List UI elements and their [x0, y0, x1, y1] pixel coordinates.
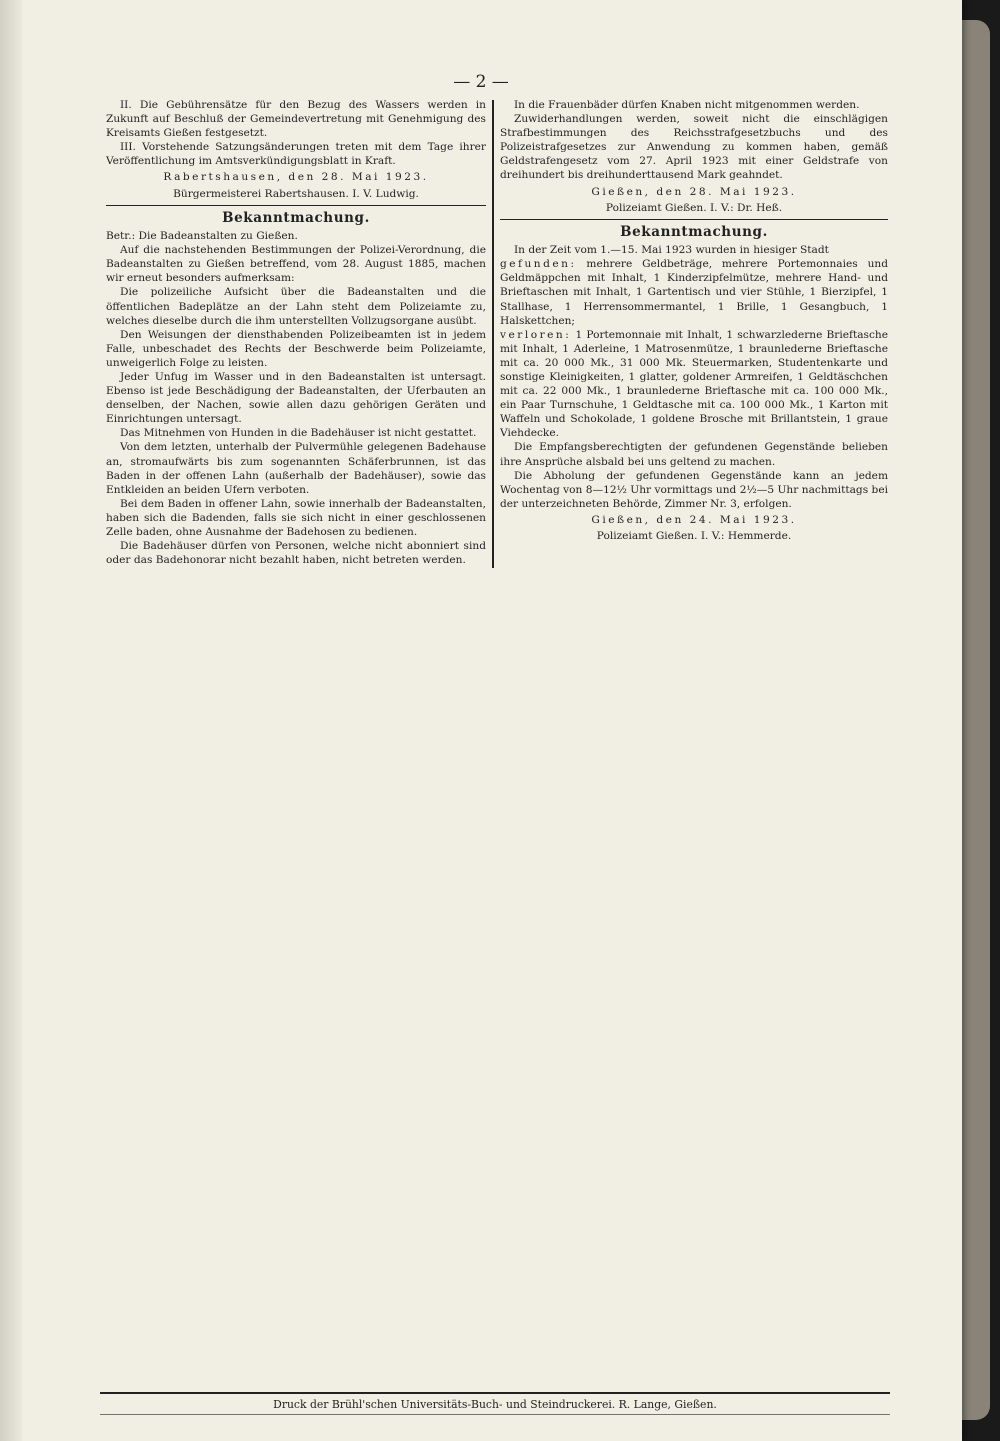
found-items-text: mehrere Geldbeträge, mehrere Portemonnaies und Geldmäppchen mit Inhalt, 1 Kinderzipfelmütze, mehrere Hand- und Brieftaschen mit Inhalt, 1 Gartentisch und vier Stühle, 1 Bierzipfel, 1 Stallhase, 1 Herrensommermantel, 1 Brille, 1 Gesangbuch, 1 Halskettchen; — [500, 258, 888, 327]
column-divider — [492, 100, 494, 568]
left-signature: Bürgermeisterei Rabertshausen. I. V. Ludwig. — [173, 187, 419, 200]
left-body-paragraph: Den Weisungen der diensthabenden Polizeibeamten ist in jedem Falle, unbeschadet des Rechts der Beschwerde beim Polizeiamte, unweigerlich Folge zu leisten. — [106, 328, 486, 369]
printer-imprint: Druck der Brühl'schen Universitäts-Buch- und Steindruckerei. R. Lange, Gießen. — [273, 1398, 717, 1411]
page-gutter — [0, 0, 22, 1441]
left-body-paragraph: Das Mitnehmen von Hunden in die Badehäuser ist nicht gestattet. — [120, 427, 477, 440]
found-label: gefunden: — [500, 258, 577, 271]
left-body-paragraph: Von dem letzten, unterhalb der Pulvermühle gelegenen Badehause an, stromaufwärts bis zum sogenannten Schäferbrunnen, ist das Baden in der offenen Lahn (außerhalb der Badehäuser), sowie das Entkleiden an beiden Ufern verboten. — [106, 441, 486, 496]
right-intro: In der Zeit vom 1.—15. Mai 1923 wurden in hiesiger Stadt — [514, 244, 829, 257]
left-body-paragraph: Die Badehäuser dürfen von Personen, welche nicht abonniert sind oder das Badehonorar nicht bezahlt haben, nicht betreten werden. — [106, 540, 486, 567]
left-body-paragraph: Jeder Unfug im Wasser und in den Badeanstalten ist untersagt. Ebenso ist jede Beschädigung der Badeanstalten, der Uferbauten an denselben, der Nachen, sowie allen dazu gehörigen Geräten und Einrichtungen untersagt. — [106, 370, 486, 426]
right-claims-paragraph: Die Empfangsberechtigten der gefundenen Gegenstände belieben ihre Ansprüche alsbald bei uns geltend zu machen. — [500, 441, 888, 468]
footer-rule-lower — [100, 1414, 890, 1415]
section-divider — [106, 205, 486, 206]
page-number: — 2 — — [453, 72, 509, 92]
right-column — [500, 98, 888, 543]
left-column — [106, 98, 486, 567]
right-paragraph-womens-baths: In die Frauenbäder dürfen Knaben nicht mitgenommen werden. — [514, 99, 860, 111]
right-signature-2: Polizeiamt Gießen. I. V.: Hemmerde. — [596, 530, 792, 543]
footer-rule — [100, 1392, 890, 1394]
left-body-paragraph: Auf die nachstehenden Bestimmungen der Polizei-Verordnung, die Badeanstalten zu Gießen betreffend, vom 28. August 1885, machen wir erneut besonders aufmerksam: — [106, 244, 486, 285]
right-signature: Polizeiamt Gießen. I. V.: Dr. Heß. — [605, 201, 783, 214]
right-pickup-paragraph: Die Abholung der gefundenen Gegenstände kann an jedem Wochentag von 8—12½ Uhr vormittags und 2½—5 Uhr nachmittags bei der unterzeichneten Behörde, Zimmer Nr. 3, erfolgen. — [500, 469, 888, 510]
right-notice-heading: Bekanntmachung. — [620, 224, 768, 241]
lost-items-text: 1 Portemonnaie mit Inhalt, 1 schwarzlederne Brieftasche mit Inhalt, 1 Aderleine, 1 Matrosenmütze, 1 braunlederne Brieftasche mit ca. 20 000 Mk., 31 000 Mk. Steuermarken, Studentenkarte und sonstige Kleinigkeiten, 1 glatter, goldener Armreifen, 1 Geldtäschchen mit ca. 22 000 Mk., 1 braunlederne Brieftasche mit ca. 100 000 Mk., ein Paar Turnschuhe, 1 Geldtasche mit ca. 100 000 Mk., 1 Karton mit Waffeln und Schokolade, 1 goldene Brosche mit Brillantstein, 1 graue Viehdecke. — [500, 328, 888, 440]
left-place-date: Rabertshausen, den 28. Mai 1923. — [163, 171, 429, 184]
right-paragraph-penalties: Zuwiderhandlungen werden, soweit nicht die einschlägigen Strafbestimmungen des Reichsstrafgesetzbuchs und des Polizeistrafgesetzes zur Anwendung zu kommen haben, gemäß Geldstrafengesetz vom 27. April 1923 mit einer Geldstrafe von dreihundert bis dreihunderttausend Mark geahndet. — [500, 113, 888, 182]
right-place-date-2: Gießen, den 24. Mai 1923. — [591, 513, 797, 526]
left-notice-heading: Bekanntmachung. — [222, 209, 370, 226]
left-body-paragraph: Bei dem Baden in offener Lahn, sowie innerhalb der Badeanstalten, haben sich die Badenden, falls sie sich nicht in einer geschlossenen Zelle baden, ohne Ausnahme der Badehosen zu bedienen. — [106, 497, 486, 539]
section-divider — [500, 219, 888, 220]
lost-items-paragraph — [500, 328, 888, 441]
left-subject-line: Betr.: Die Badeanstalten zu Gießen. — [106, 230, 298, 243]
lost-label: verloren: — [500, 328, 572, 341]
left-body-paragraph: Die polizeiliche Aufsicht über die Badeanstalten und die öffentlichen Badeplätze an der Lahn steht dem Polizeiamte zu, welches dieselbe durch die ihm unterstellten Vollzugsorgane ausübt. — [106, 286, 486, 327]
left-paragraph-ii: II. Die Gebührensätze für den Bezug des Wassers werden in Zukunft auf Beschluß der Gemeindevertretung mit Genehmigung des Kreisamts Gießen festgesetzt. — [106, 99, 486, 140]
right-place-date: Gießen, den 28. Mai 1923. — [591, 185, 797, 198]
found-items-paragraph — [500, 257, 888, 327]
left-paragraph-iii: III. Vorstehende Satzungsänderungen treten mit dem Tage ihrer Veröffentlichung im Amtsverkündigungsblatt in Kraft. — [106, 141, 486, 168]
